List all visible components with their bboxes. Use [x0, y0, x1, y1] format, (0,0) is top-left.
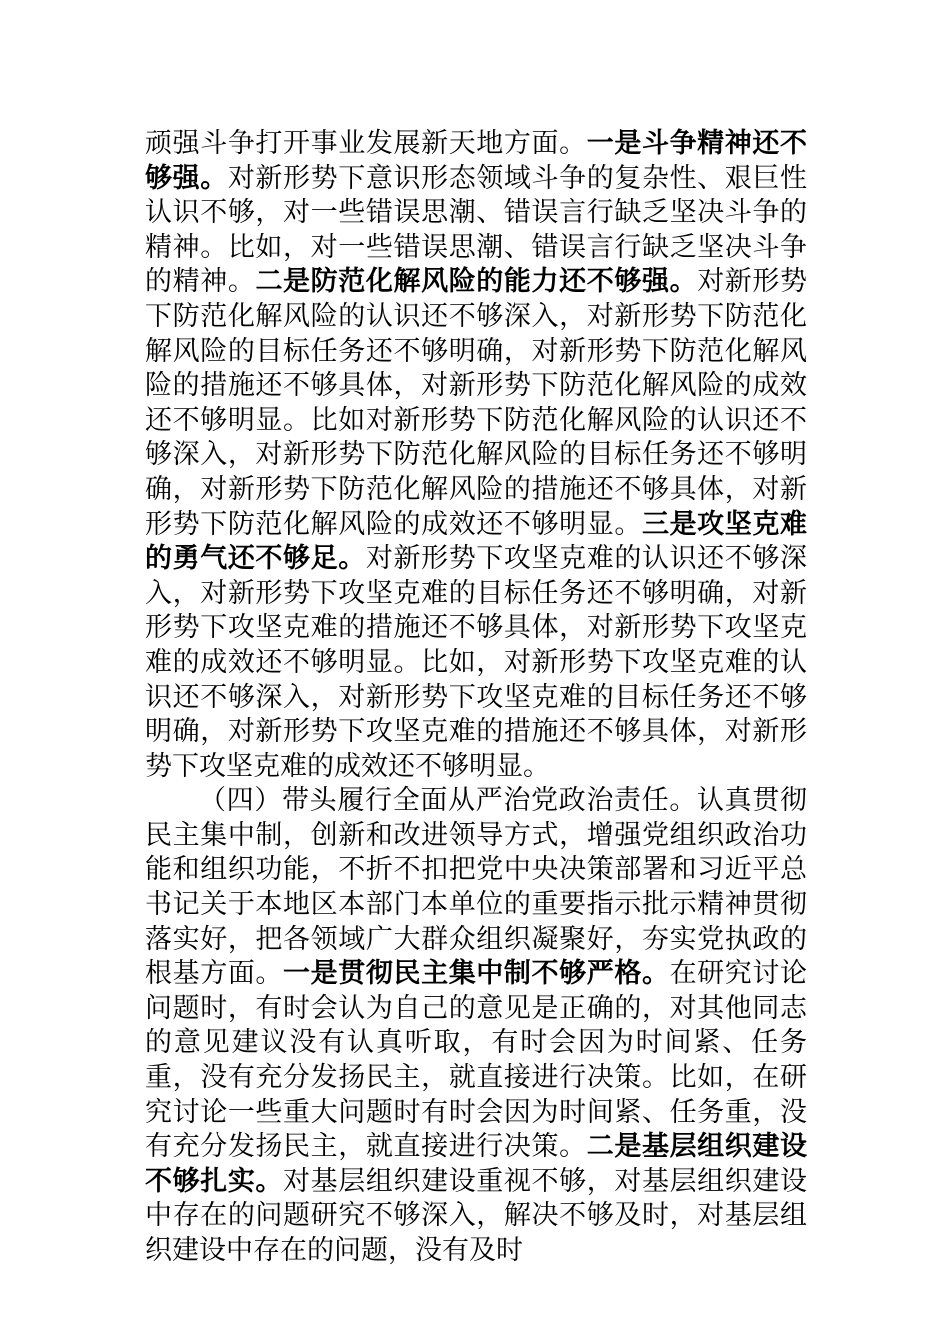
- paragraph-section-four: [145, 784, 807, 1268]
- bold-heading-run: 二是基层组织建设不够扎实。: [145, 1131, 808, 1197]
- text-run: 对新形势下意识形态领域斗争的复杂性、艰巨性认识不够，对一些错误思潮、错误言行缺乏坚决斗争的精神。比如，对一些错误思潮、错误言行缺乏坚决斗争的精神。: [145, 162, 808, 298]
- document-body: [145, 127, 807, 1269]
- text-run: 顽强斗争打开事业发展新天地方面。: [145, 128, 587, 159]
- bold-heading-run: 二是防范化解风险的能力还不够强。: [255, 266, 698, 298]
- text-run: 对基层组织建设重视不够，对基层组织建设中存在的问题研究不够深入，解决不够及时，对基层组织建设中存在的问题，没有及时: [145, 1165, 808, 1266]
- bold-heading-run: 一是贯彻民主集中制不够严格。: [283, 958, 670, 990]
- text-run: 对新形势下攻坚克难的认识还不够深入，对新形势下攻坚克难的目标任务还不够明确，对新形势下攻坚克难的措施还不够具体，对新形势下攻坚克难的成效还不够明显。比如，对新形势下攻坚克难的认识还不够深入，对新形势下攻坚克难的目标任务还不够明确，对新形势下攻坚克难的措施还不够具体，对新形势下攻坚克难的成效还不够明显。: [145, 543, 808, 782]
- bold-heading-run: 三是攻坚克难的勇气还不够足。: [145, 508, 808, 575]
- text-run: 对新形势下防范化解风险的认识还不够深入，对新形势下防范化解风险的目标任务还不够明确，对新形势下防范化解风险的措施还不够具体，对新形势下防范化解风险的成效还不够明显。比如对新形势下防范化解风险的认识还不够深入，对新形势下防范化解风险的目标任务还不够明确，对新形势下防范化解风险的措施还不够具体，对新形势下防范化解风险的成效还不够明显。: [145, 266, 808, 540]
- bold-heading-run: 一是斗争精神还不够强。: [145, 128, 808, 194]
- text-run: （四）带头履行全面从严治党政治责任。认真贯彻民主集中制，创新和改进领导方式，增强党组织政治功能和组织功能，不折不扣把党中央决策部署和习近平总书记关于本地区本部门本单位的重要指示批示精神贯彻落实好，把各领域广大群众组织凝聚好，夯实党执政的根基方面。: [145, 785, 807, 990]
- text-run: 在研究讨论问题时，有时会认为自己的意见是正确的，对其他同志的意见建议没有认真听取，有时会因为时间紧、任务重，没有充分发扬民主，就直接进行决策。比如，在研究讨论一些重大问题时有时会因为时间紧、任务重，没有充分发扬民主，就直接进行决策。: [145, 958, 808, 1163]
- paragraph-continued: [145, 127, 807, 784]
